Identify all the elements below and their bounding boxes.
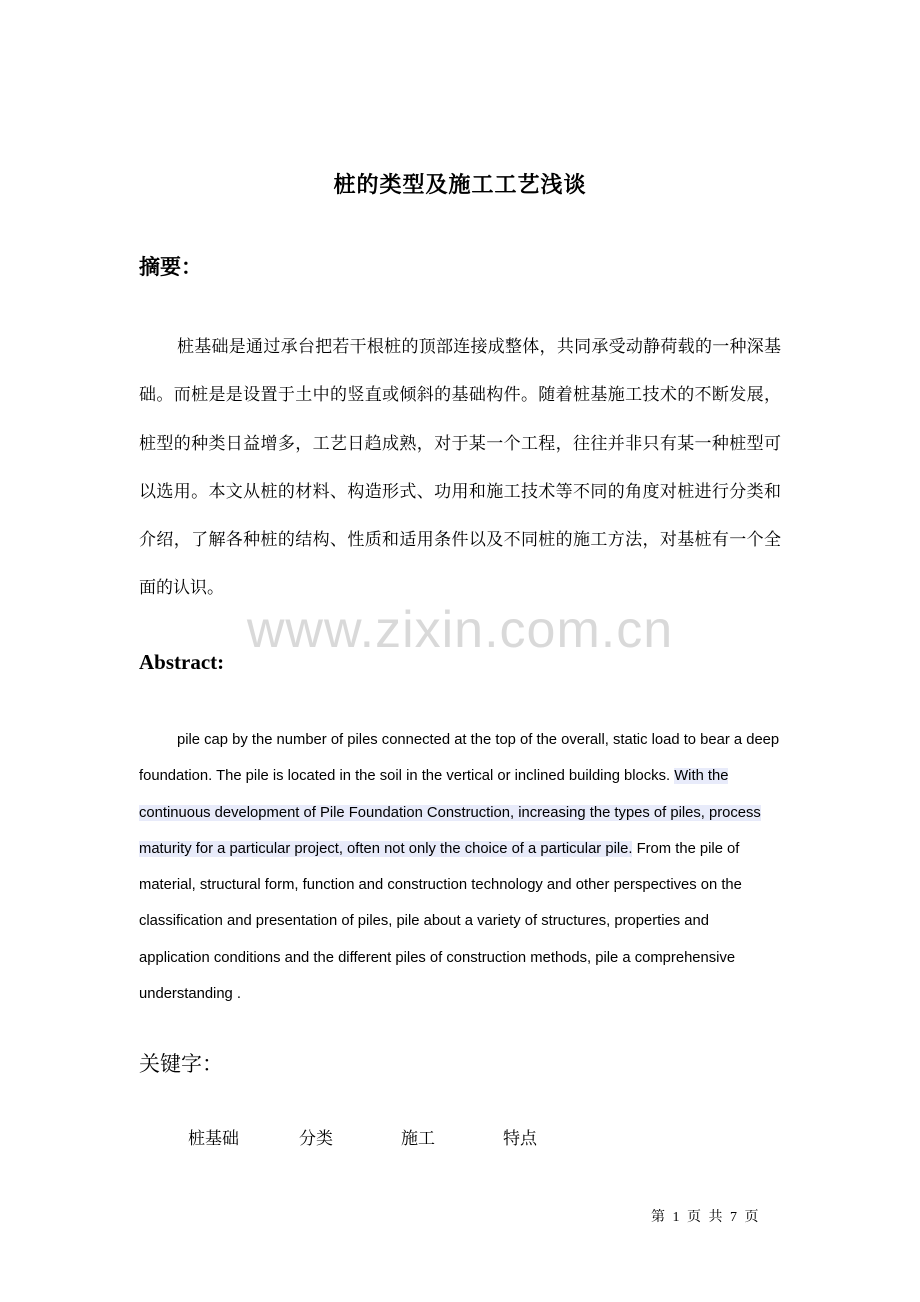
abstract-cn-text: 桩基础是通过承台把若干根桩的顶部连接成整体，共同承受动静荷载的一种深基础。而桩是是设置于土中的竖直或倾斜的基础构件。随着桩基施工技术的不断发展，桩型的种类日益增多，工艺日趋成熟，对于某一个工程，往往并非只有某一种桩型可以选用。本文从桩的材料、构造形式、功用和施工技术等不同的角度对桩进行分类和介绍，了解各种桩的结构、性质和适用条件以及不同桩的施工方法，对基桩有一个全面的认识。 bbox=[139, 337, 781, 599]
abstract-en-heading: Abstract: bbox=[139, 650, 225, 674]
keyword-item: 特点 bbox=[503, 1129, 537, 1149]
keyword-item: 分类 bbox=[299, 1129, 333, 1149]
abstract-cn-heading: 摘要： bbox=[139, 255, 202, 279]
watermark: www.zixin.com.cn bbox=[246, 601, 674, 659]
keywords-heading: 关键字： bbox=[139, 1052, 223, 1076]
abstract-en-part2: From the pile of material, structural form, function and construction technology and other perspectives on the classification and presentation of piles, pile about a variety of structures, properties and application conditions and the different piles of construction methods, pile a comprehensive understanding . bbox=[139, 840, 742, 1003]
keyword-item: 施工 bbox=[401, 1129, 435, 1149]
document-title: 桩的类型及施工工艺浅谈 bbox=[333, 173, 587, 198]
keyword-item: 桩基础 bbox=[188, 1129, 239, 1149]
page-number-footer: 第 1 页 共 7 页 bbox=[651, 1210, 759, 1225]
abstract-en-highlight: With the continuous development of Pile Foundation Construction, increasing the types of piles, process maturity for a particular project, often not only the choice of a particular pile. bbox=[139, 768, 761, 857]
abstract-en-part1: pile cap by the number of piles connected at the top of the overall, static load to bear a deep foundation. The pile is located in the soil in the vertical or inclined building blocks. bbox=[139, 732, 780, 785]
abstract-en-text bbox=[139, 722, 781, 1012]
